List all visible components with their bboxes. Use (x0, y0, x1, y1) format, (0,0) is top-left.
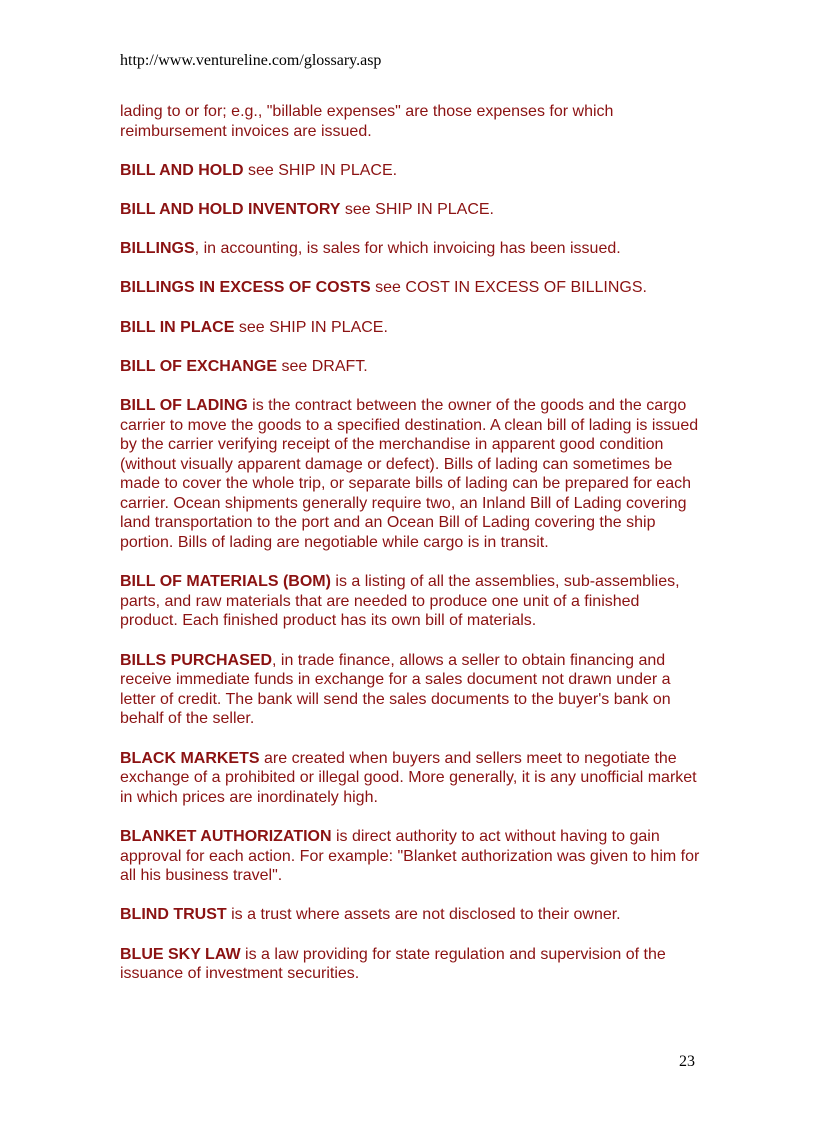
glossary-entry (120, 827, 700, 886)
entry-term: BLACK MARKETS (120, 749, 260, 767)
entry-definition: see DRAFT. (277, 357, 368, 375)
entry-term: BILLINGS IN EXCESS OF COSTS (120, 279, 371, 297)
entry-term: BLUE SKY LAW (120, 945, 241, 963)
glossary-entry (120, 905, 700, 925)
entry-definition: , in accounting, is sales for which invoicing has been issued. (194, 240, 621, 258)
entry-definition: is a trust where assets are not disclosed to their owner. (226, 906, 621, 924)
entry-definition: see SHIP IN PLACE. (340, 200, 494, 218)
entry-definition: , in trade finance, allows a seller to obtain financing and receive immediate funds in exchange for a sales document not drawn under a letter of credit. The bank will send the sales documents to the buyer's bank on behalf of the seller. (120, 651, 671, 728)
entry-term: BILL OF LADING (120, 396, 248, 414)
entry-term: BILL OF EXCHANGE (120, 357, 278, 375)
glossary-entry (120, 161, 700, 181)
glossary-entry (120, 200, 700, 220)
glossary-entry (120, 572, 700, 631)
entry-term: BILL AND HOLD INVENTORY (120, 200, 341, 218)
header-url: http://www.ventureline.com/glossary.asp (120, 52, 382, 69)
entry-term: BLIND TRUST (120, 906, 227, 924)
entry-term: BILL OF MATERIALS (BOM) (120, 573, 331, 591)
page-number: 23 (679, 1053, 695, 1070)
glossary-content (120, 102, 700, 1003)
glossary-entry (120, 651, 700, 729)
entry-definition: see COST IN EXCESS OF BILLINGS. (370, 279, 647, 297)
glossary-entry (120, 239, 700, 259)
entry-definition: see SHIP IN PLACE. (243, 161, 398, 179)
entry-definition: is the contract between the owner of the goods and the cargo carrier to move the goods to a specified destination. A clean bill of lading is issued by the carrier verifying receipt of the merchandise in apparent good condition (without visually apparent damage or defect). Bills of lading can sometimes be made to cover the whole trip, or separate bills of lading can be prepared for each carrier. Ocean shipments generally require two, an Inland Bill of Lading covering land transportation to the port and an Ocean Bill of Lading covering the ship portion. Bills of lading are negotiable while cargo is in transit. (120, 396, 699, 552)
glossary-entry (120, 945, 700, 984)
entry-definition: are created when buyers and sellers meet to negotiate the exchange of a prohibited or illegal good. More generally, it is any unofficial market in which prices are inordinately high. (120, 749, 697, 806)
entry-definition: is direct authority to act without having to gain approval for each action. For example: "Blanket authorization was given to him for all his business travel". (120, 827, 700, 885)
entry-definition: see SHIP IN PLACE. (234, 318, 388, 336)
entry-term: BILL AND HOLD (120, 161, 244, 179)
glossary-entry (120, 396, 700, 553)
glossary-entry (120, 357, 700, 377)
entry-term: BLANKET AUTHORIZATION (120, 827, 332, 845)
entry-term: BILL IN PLACE (120, 318, 235, 336)
entry-definition: is a law providing for state regulation and supervision of the issuance of investment securities. (120, 945, 666, 983)
entry-term: BILLS PURCHASED (120, 651, 273, 669)
glossary-entry (120, 278, 700, 298)
glossary-entry (120, 749, 700, 808)
glossary-entry (120, 318, 700, 338)
entry-term: BILLINGS (120, 240, 195, 258)
entry-definition: is a listing of all the assemblies, sub-assemblies, parts, and raw materials that are needed to produce one unit of a finished product. Each finished product has its own bill of materials. (120, 573, 680, 630)
intro-text: lading to or for; e.g., "billable expenses" are those expenses for which reimbursement invoices are issued. (120, 103, 614, 140)
